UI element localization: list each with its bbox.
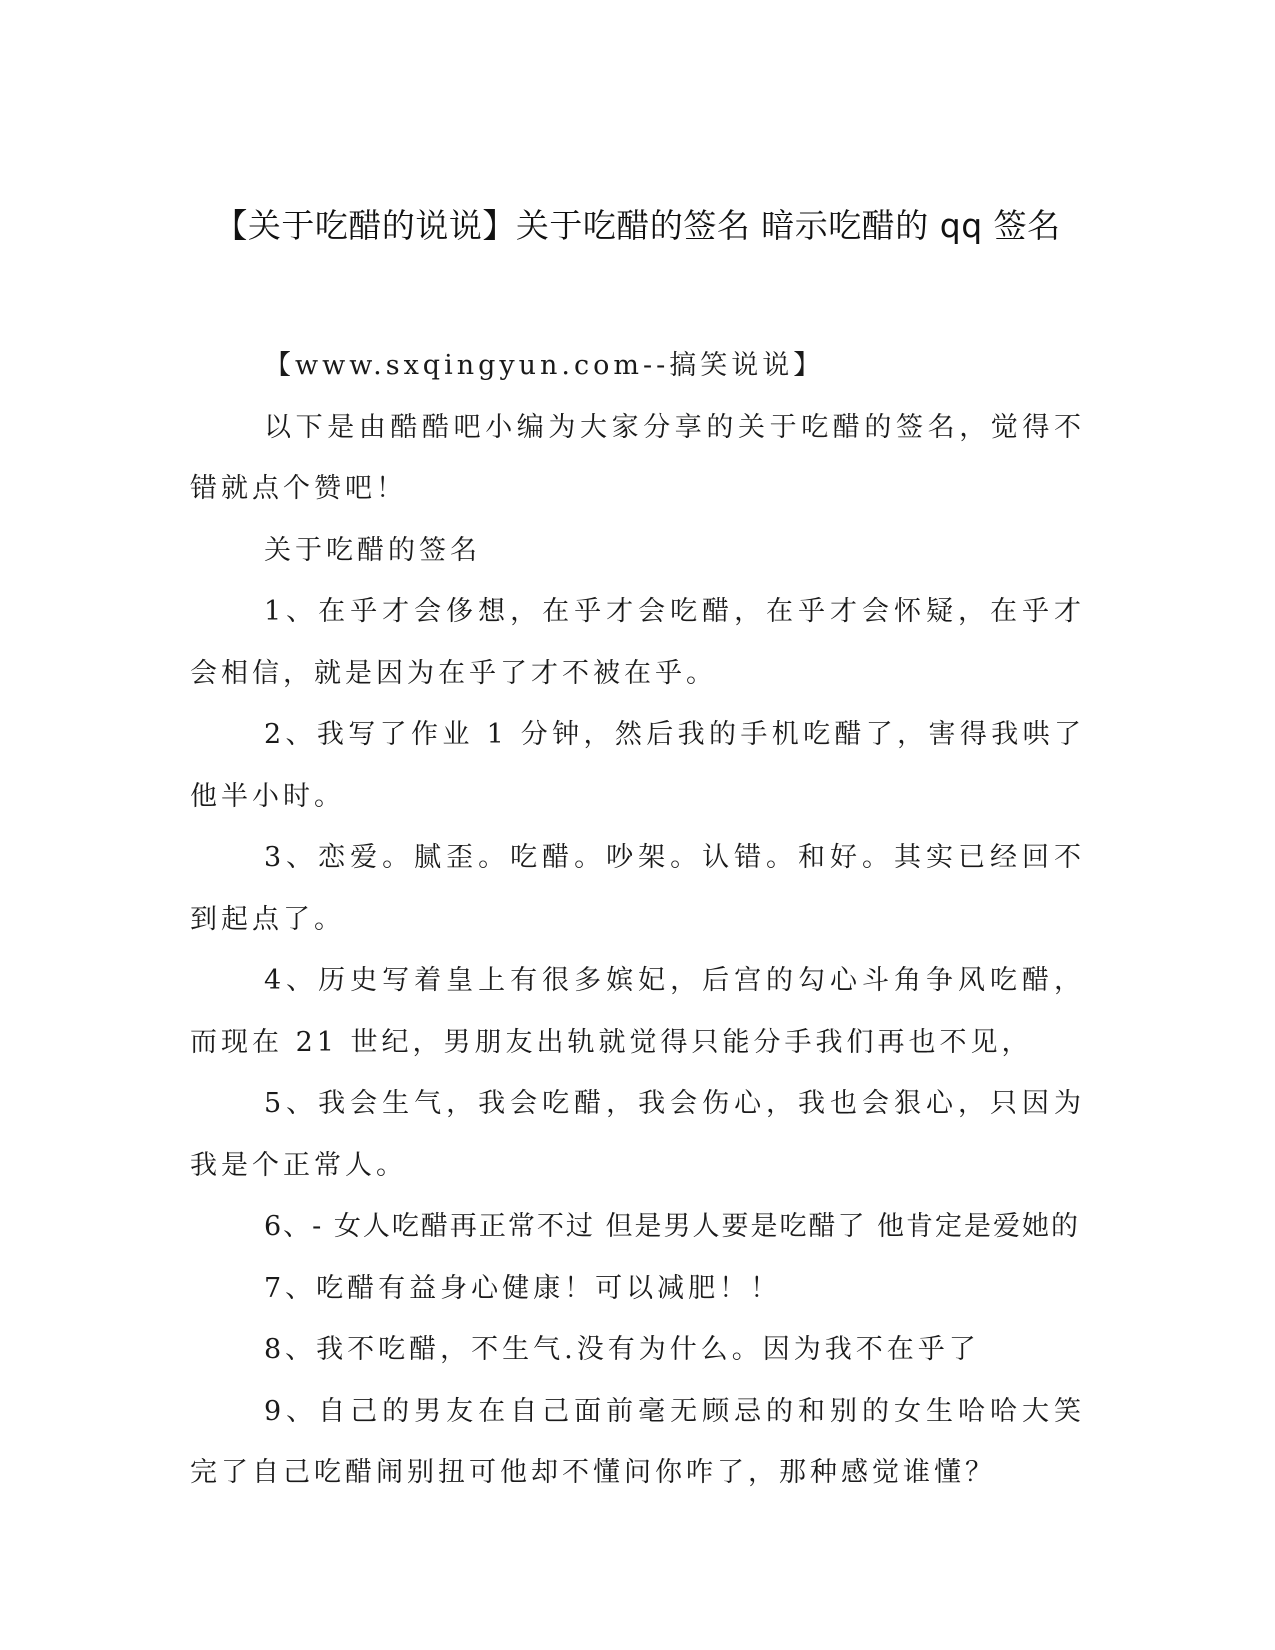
source-line: 【www.sxqingyun.com--搞笑说说】 <box>264 350 825 381</box>
list-item-6: 6、- 女人吃醋再正常不过 但是男人要是吃醋了 他肯定是爱她的 <box>264 1211 1081 1242</box>
list-item-7: 7、吃醋有益身心健康！可以减肥！！ <box>264 1272 782 1304</box>
list-item-5: 5、我会生气，我会吃醋，我会伤心，我也会狠心，只因为我是个正常人。 <box>190 1088 1085 1181</box>
document-title: 【关于吃醋的说说】关于吃醋的签名 暗示吃醋的 qq 签名 <box>214 206 1061 245</box>
list-item-2: 2、我写了作业 1 分钟，然后我的手机吃醋了，害得我哄了他半小时。 <box>190 719 1085 812</box>
list-item-4: 4、历史写着皇上有很多嫔妃，后宫的勾心斗角争风吃醋，而现在 21 世纪，男朋友出轨就觉得只能分手我们再也不见， <box>190 965 1085 1058</box>
document-body <box>190 335 1085 1504</box>
section-heading: 关于吃醋的签名 <box>264 534 481 566</box>
list-item-1: 1、在乎才会侈想，在乎才会吃醋，在乎才会怀疑，在乎才会相信，就是因为在乎了才不被在乎。 <box>190 596 1085 689</box>
intro-paragraph: 以下是由酷酷吧小编为大家分享的关于吃醋的签名，觉得不错就点个赞吧！ <box>190 411 1085 504</box>
list-item-9: 9、自己的男友在自己面前毫无顾忌的和别的女生哈哈大笑完了自己吃醋闹别扭可他却不懂问你咋了，那种感觉谁懂？ <box>190 1395 1085 1488</box>
list-item-8: 8、我不吃醋，不生气.没有为什么。因为我不在乎了 <box>264 1334 980 1365</box>
list-item-3: 3、恋爱。腻歪。吃醋。吵架。认错。和好。其实已经回不到起点了。 <box>190 842 1085 935</box>
